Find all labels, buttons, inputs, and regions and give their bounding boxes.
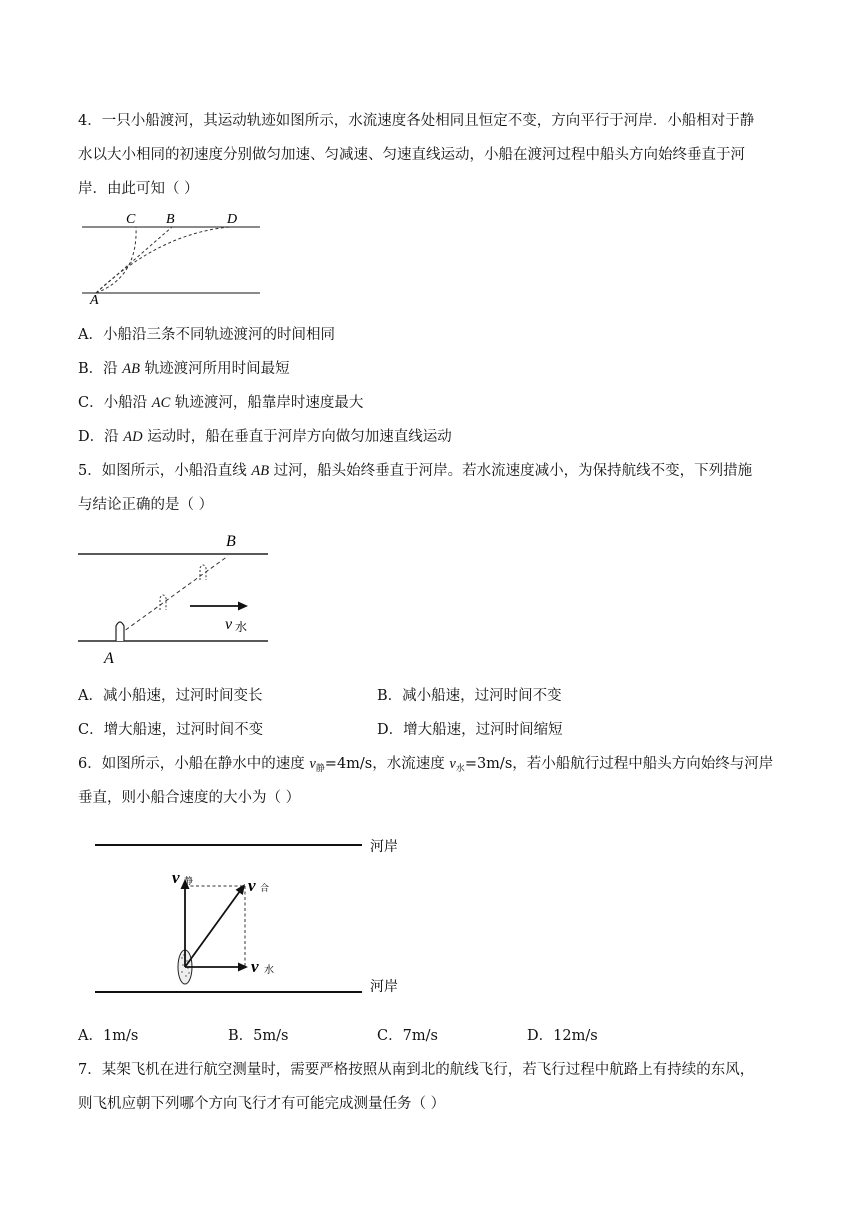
q6-option-b: B．5m/s <box>228 1028 289 1044</box>
q7-stem-line-2: 则飞机应朝下列哪个方向飞行才有可能完成测量任务（ ） <box>78 1096 446 1112</box>
q5-stem-line-1: 5．如图所示，小船沿直线 AB 过河，船头始终垂直于河岸。若水流速度减小，为保持航线不变，下列措施 <box>78 463 753 479</box>
q4-path-ac <box>96 227 136 293</box>
q4-figure <box>80 205 270 305</box>
q5-figure <box>78 528 278 668</box>
q5-water-arrowhead <box>238 602 248 611</box>
q6-vjing-sub: 静 <box>184 876 194 886</box>
q4-option-b: B．沿 AB 轨迹渡河所用时间最短 <box>78 361 290 377</box>
q6-bank-bottom-label: 河岸 <box>370 980 398 995</box>
q4-label-b: B <box>166 212 175 227</box>
q6-stem-line-2: 垂直，则小船合速度的大小为（ ） <box>78 790 301 806</box>
q6-option-c: C．7m/s <box>377 1028 438 1044</box>
q4-label-d: D <box>227 212 238 227</box>
q6-vhe-label: v <box>248 876 256 895</box>
q6-option-a: A．1m/s <box>78 1028 139 1044</box>
q5-label-a: A <box>104 650 114 667</box>
q5-v-sub: 水 <box>235 620 248 634</box>
q5-option-a: A．减小船速，过河时间变长 <box>78 688 263 704</box>
q4-option-a: A．小船沿三条不同轨迹渡河的时间相同 <box>78 327 335 343</box>
q7-stem-line-1: 7．某架飞机在进行航空测量时，需要严格按照从南到北的航线飞行，若飞行过程中航路上有持续的东风， <box>78 1062 755 1078</box>
q6-vshui-arrowhead <box>238 963 248 972</box>
q4-stem-line-2: 水以大小相同的初速度分别做匀加速、匀减速、匀速直线运动，小船在渡河过程中船头方向始终垂直于河 <box>78 147 745 163</box>
q6-vshui-label: v <box>251 957 259 976</box>
q6-vshui-sub: 水 <box>264 965 274 976</box>
q6-figure <box>90 830 420 1005</box>
q5-stem-line-2: 与结论正确的是（ ） <box>78 497 214 513</box>
q5-boat-a <box>116 622 124 641</box>
q5-path-ab <box>120 556 228 634</box>
q4-stem-line-1: 4．一只小船渡河，其运动轨迹如图所示，水流速度各处相同且恒定不变，方向平行于河岸．小船相对于静 <box>78 113 755 129</box>
q5-v-label: v <box>225 616 233 633</box>
q6-vhe-sub: 合 <box>260 883 270 893</box>
q4-path-ab <box>96 227 172 293</box>
q5-option-b: B．减小船速，过河时间不变 <box>377 688 562 704</box>
q6-vjing-label: v <box>172 868 180 887</box>
q5-boat-mid <box>160 595 166 610</box>
q4-label-a: A <box>90 293 99 305</box>
q6-bank-top-label: 河岸 <box>370 840 398 855</box>
q4-option-c: C．小船沿 AC 轨迹渡河，船靠岸时速度最大 <box>78 395 364 411</box>
q5-option-c: C．增大船速，过河时间不变 <box>78 722 264 738</box>
q6-vhe-arrow <box>185 891 240 967</box>
q5-option-d: D．增大船速，过河时间缩短 <box>377 722 563 738</box>
q4-stem-line-3: 岸．由此可知（ ） <box>78 181 199 197</box>
q4-path-ad <box>96 227 230 293</box>
q5-boat-near-b <box>200 565 206 580</box>
q6-stem-line-1: 6．如图所示，小船在静水中的速度 $v_静=4m/s$，水流速度 $v_水=3m/s$，若小船航行过程中船头方向始终与河岸 <box>78 756 774 774</box>
q4-option-d: D．沿 AD 运动时，船在垂直于河岸方向做匀加速直线运动 <box>78 429 452 445</box>
q4-label-c: C <box>126 212 136 227</box>
q5-label-b: B <box>226 533 236 550</box>
q6-option-d: D．12m/s <box>527 1028 598 1044</box>
